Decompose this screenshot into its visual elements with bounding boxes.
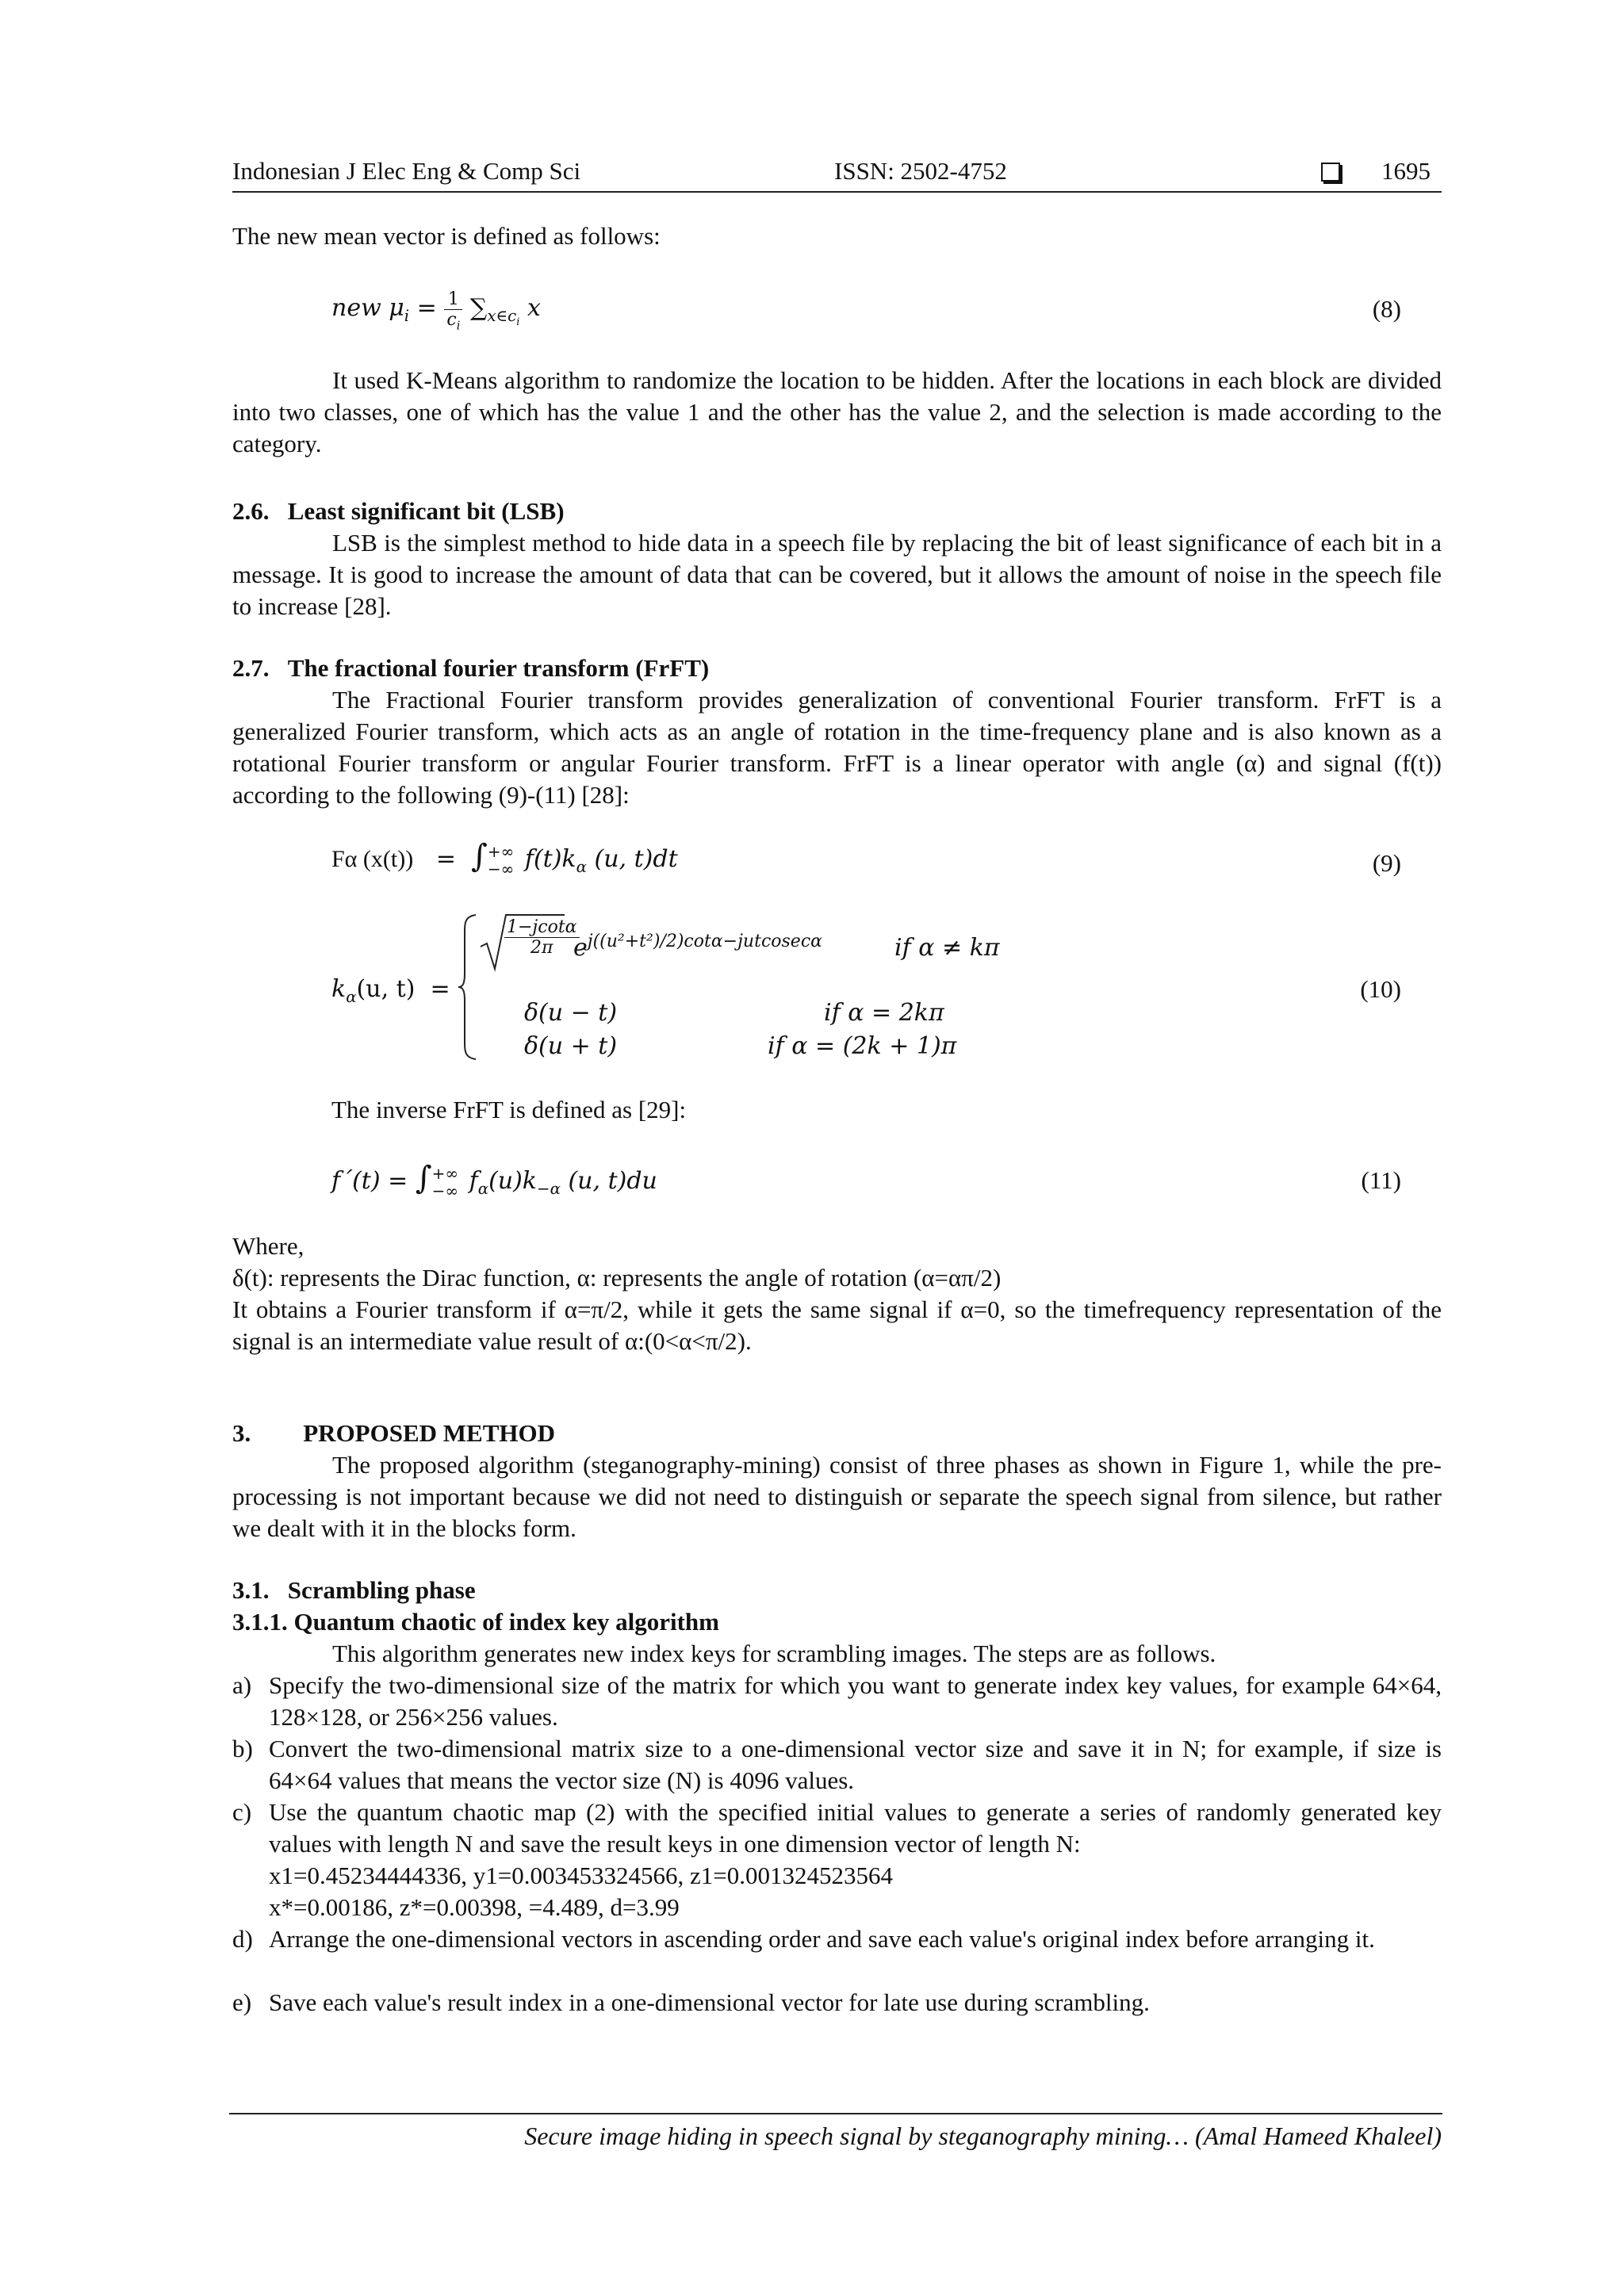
step-a-label: a) xyxy=(232,1671,252,1699)
initial-values-line-2: x*=0.00186, z*=0.00398, =4.489, d=3.99 xyxy=(269,1893,680,1921)
equation-10-brace xyxy=(457,912,481,1062)
eq8-sub: i xyxy=(404,307,410,325)
where-label: Where, xyxy=(232,1232,304,1260)
step-e-text: Save each value's result index in a one-dimensional vector for late use during scrambling. xyxy=(269,1988,1150,2016)
page-number: 1695 xyxy=(1381,157,1431,185)
equation-11: f´(t) = ∫ +∞ −∞ $f_\alpha(u)k_{-\alpha}$ (u, t)du xyxy=(331,1160,657,1200)
section-2-6-body: LSB is the simplest method to hide data in a speech file by replacing the bit of least significance of each bit in a message. It is good to increase the amount of data that can be covered, but it allows the amount of noise in the speech file to increase [28]. xyxy=(232,529,1442,620)
initial-values-line-1: x1=0.45234444336, y1=0.003453324566, z1=0.001324523564 xyxy=(269,1862,893,1889)
running-header-issn: ISSN: 2502-4752 xyxy=(834,157,1007,185)
equation-10-number: (10) xyxy=(1360,975,1401,1003)
eq9-rest: (u, t)dt xyxy=(586,845,678,873)
equation-10-lhs: $k_\alpha(u$, t) = xyxy=(331,975,450,1006)
inverse-intro: The inverse FrFT is defined as [29]: xyxy=(331,1096,687,1123)
footer-rule xyxy=(229,2113,1442,2114)
running-footer: Secure image hiding in speech signal by steganography mining… (Amal Hameed Khaleel) xyxy=(524,2122,1442,2150)
equation-10-case2-expression: δ(u − t) xyxy=(524,999,618,1027)
eq9-lhs: Fα (x(t)) xyxy=(331,846,414,872)
equation-10-case1-exponential: $e^{j((u^2+t^2)/2)cot\alpha-jutcosec\alpha}$ xyxy=(573,932,822,962)
equation-8-number: (8) xyxy=(1372,295,1401,323)
eq10-case1-exponent: j((u²+t²)/2)cotα−jutcosecα xyxy=(587,932,822,951)
algorithm-intro: This algorithm generates new index keys for scrambling images. The steps are as follows. xyxy=(332,1640,1216,1667)
step-c-label: c) xyxy=(232,1798,252,1826)
intro-line: The new mean vector is defined as follows: xyxy=(232,222,661,250)
eq8-fraction xyxy=(444,290,462,331)
section-2-6-heading: 2.6. Least significant bit (LSB) xyxy=(232,497,565,525)
eq10-case1-numerator: 1−jcotα xyxy=(504,918,580,938)
section-2-7-body: The Fractional Fourier transform provides generalization of conventional Fourier transform. FrFT is a generalized Fourier transform, which acts as an angle of rotation in the time-frequency plane and is also known as a rotational Fourier transform or angular Fourier transform. FrFT is a linear operator with angle (α) and signal (f(t)) according to the following (9)-(11) [28]: xyxy=(232,686,1442,809)
equation-10-case1-condition: if α ≠ kπ xyxy=(894,934,1000,962)
equation-9: Fα (x(t)) = ∫ +∞ −∞ $f(t)k_\alpha$ (u, t)dt xyxy=(331,838,678,878)
step-b-label: b) xyxy=(232,1735,253,1762)
section-3-heading: 3. PROPOSED METHOD xyxy=(232,1419,556,1447)
equation-10-case2-condition: if α = 2kπ xyxy=(824,999,944,1027)
section-3-1-1-heading: 3.1.1. Quantum chaotic of index key algorithm xyxy=(232,1608,719,1636)
dirac-definition: δ(t): represents the Dirac function, α: represents the angle of rotation (α=απ/2) xyxy=(232,1264,1002,1292)
equation-10-case1-fraction xyxy=(504,918,580,959)
eq9-limits: +∞ −∞ xyxy=(487,842,515,878)
header-rule xyxy=(232,191,1442,193)
step-a-text: Specify the two-dimensional size of the matrix for which you want to generate index key values, for example 64×64, 128×128, or 256×256 values. xyxy=(269,1671,1442,1731)
equation-10-case3-expression: δ(u + t) xyxy=(524,1032,618,1060)
eq10-case1-denominator: 2π xyxy=(530,938,553,958)
equation-11-number: (11) xyxy=(1361,1166,1401,1194)
equation-8: new $\mu_i$ = $\frac{1}{c_i}$ $\sum_{x\in c_i}$ x xyxy=(331,289,541,333)
step-e-label: e) xyxy=(232,1988,252,2016)
eq11-lhs: f´(t) = xyxy=(331,1167,408,1195)
eq9-sub: α xyxy=(576,858,587,876)
eq11-limits: +∞ −∞ xyxy=(431,1164,459,1200)
equation-9-number: (9) xyxy=(1372,849,1401,877)
step-b-text: Convert the two-dimensional matrix size to a one-dimensional vector size and save it in N; for example, if size is 64×64 values that means the vector size (N) is 4096 values. xyxy=(269,1735,1442,1794)
eq9-integrand: f(t)k xyxy=(524,845,576,873)
fourier-paragraph: It obtains a Fourier transform if α=π/2, while it gets the same signal if α=0, so the timefrequency representation of the signal is an intermediate value result of α:(0<α<π/2). xyxy=(232,1295,1442,1355)
section-2-7-heading: 2.7. The fractional fourier transform (FrFT) xyxy=(232,654,710,682)
eq9-equals: = xyxy=(435,845,456,873)
section-3-1-heading: 3.1. Scrambling phase xyxy=(232,1576,476,1604)
eq8-denominator: $c_i$ xyxy=(446,310,461,333)
eq8-lhs: new μ xyxy=(331,294,404,322)
eq8-term: x xyxy=(527,294,541,322)
equation-10-case3-condition: if α = (2k + 1)π xyxy=(768,1032,957,1060)
step-d-text: Arrange the one-dimensional vectors in ascending order and save each value's original index before arranging it. xyxy=(269,1925,1375,1953)
step-c-text: Use the quantum chaotic map (2) with the specified initial values to generate a series of randomly generated key values with length N and save the result keys in one dimension vector of length N: xyxy=(269,1798,1442,1858)
kmeans-paragraph: It used K-Means algorithm to randomize the location to be hidden. After the locations in each block are divided into two classes, one of which has the value 1 and the other has the value 2, and the selection is made according to the category. xyxy=(232,366,1442,457)
running-header-journal: Indonesian J Elec Eng & Comp Sci xyxy=(232,157,581,185)
checkbox-icon xyxy=(1321,163,1340,182)
step-d-label: d) xyxy=(232,1925,253,1953)
eq8-numerator: 1 xyxy=(444,290,462,310)
eq8-sum-sub: x∈ci xyxy=(487,307,520,328)
section-3-body: The proposed algorithm (steganography-mining) consist of three phases as shown in Figure 1, while the pre-processing is not important because we did not need to distinguish or separate the speech signal from silence, but rather we dealt with it in the blocks form. xyxy=(232,1451,1442,1542)
